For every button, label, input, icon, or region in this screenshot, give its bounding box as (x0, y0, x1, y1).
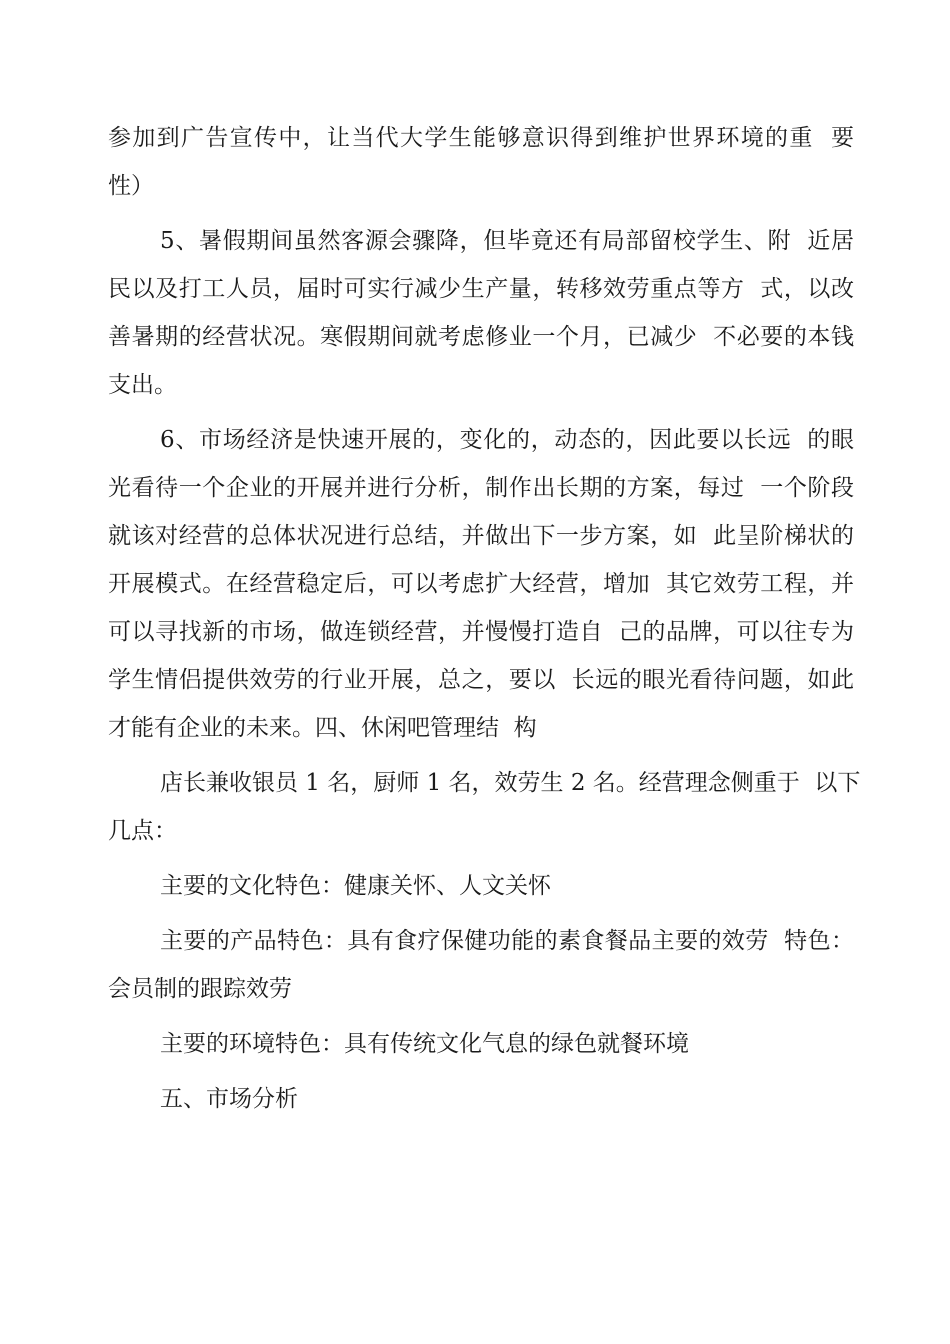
text-line: 善暑期的经营状况。寒假期间就考虑修业一个月，已减少 不必要的本钱 (108, 324, 854, 350)
text-line: 民以及打工人员，届时可实行减少生产量，转移效劳重点等方 式，以改 (108, 276, 854, 302)
document-body (108, 114, 861, 1123)
text-line: 才能有企业的未来。四、休闲吧管理结 构 (108, 715, 537, 741)
section-heading: 五、市场分析 (160, 1086, 298, 1112)
text-line: 光看待一个企业的开展并进行分析，制作出长期的方案，每过 一个阶段 (108, 475, 854, 501)
text-line: 参加到广告宣传中，让当代大学生能够意识得到维护世界环境的重 要 (108, 125, 854, 151)
text-line: 开展模式。在经营稳定后，可以考虑扩大经营，增加 其它效劳工程，并 (108, 571, 854, 597)
text-line: 店长兼收银员 1 名，厨师 1 名，效劳生 2 名。经营理念侧重于 以下 (160, 770, 861, 796)
text-line: 会员制的跟踪效劳 (108, 976, 292, 1002)
text-line: 主要的环境特色：具有传统文化气息的绿色就餐环境 (160, 1031, 689, 1057)
text-line: 几点： (108, 818, 177, 844)
text-line: 学生情侣提供效劳的行业开展，总之，要以 长远的眼光看待问题，如此 (108, 667, 854, 693)
text-line: 性） (108, 173, 154, 199)
text-line: 可以寻找新的市场，做连锁经营，并慢慢打造自 己的品牌，可以往专为 (108, 619, 854, 645)
text-line: 主要的文化特色：健康关怀、人文关怀 (160, 873, 551, 899)
text-line: 主要的产品特色：具有食疗保健功能的素食餐品主要的效劳 特色： (160, 928, 854, 954)
text-line: 支出。 (108, 372, 177, 398)
text-line: 6、市场经济是快速开展的，变化的，动态的，因此要以长远 的眼 (160, 427, 854, 453)
text-line: 5、暑假期间虽然客源会骤降，但毕竟还有局部留校学生、附 近居 (160, 228, 854, 254)
text-line: 就该对经营的总体状况进行总结，并做出下一步方案，如 此呈阶梯状的 (108, 523, 854, 549)
